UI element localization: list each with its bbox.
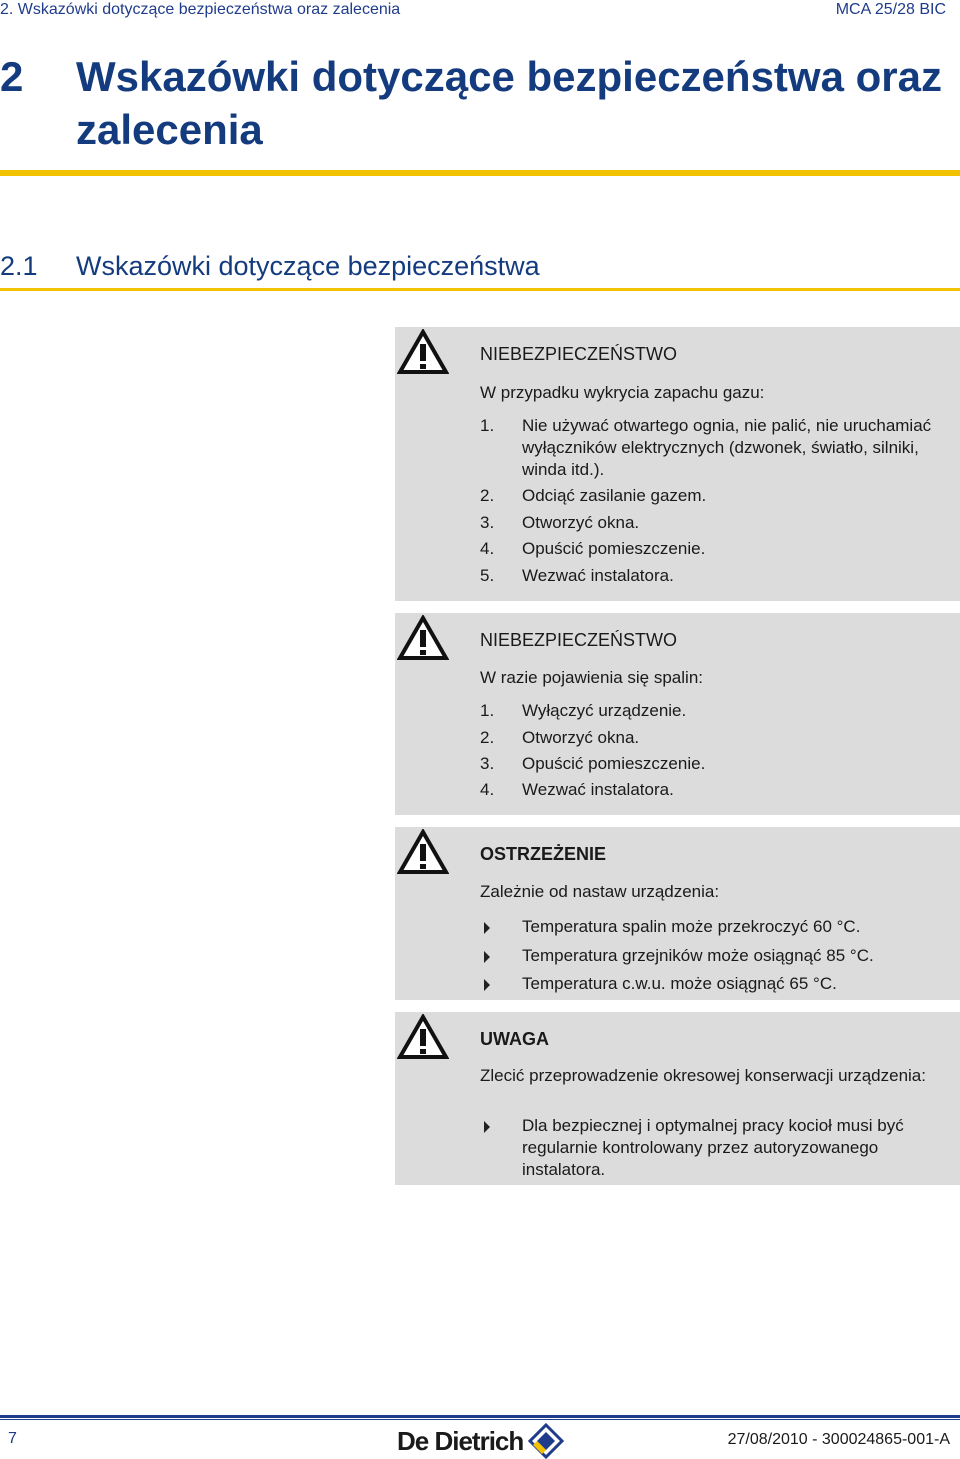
warning-box-temperature — [395, 827, 960, 1000]
item-number: 3. — [480, 754, 495, 773]
document-reference: 27/08/2010 - 300024865-001-A — [727, 1431, 950, 1448]
item-number: 2. — [480, 486, 495, 505]
item-text: Wezwać instalatora. — [522, 566, 674, 585]
caution-box-maintenance — [395, 1012, 960, 1185]
box-title: UWAGA — [480, 1029, 549, 1049]
box-title: OSTRZEŻENIE — [480, 844, 607, 864]
item-number: 4. — [480, 539, 495, 558]
chapter-title: Wskazówki dotyczące bezpieczeństwa oraz zalecenia — [76, 53, 942, 153]
item-text: Temperatura spalin może przekroczyć 60 °C. — [522, 917, 861, 936]
item-text: Opuścić pomieszczenie. — [522, 754, 706, 773]
bullet-arrow-icon — [484, 979, 490, 991]
box-intro: Zlecić przeprowadzenie okresowej konserwacji urządzenia: — [480, 1066, 926, 1085]
bullet-arrow-icon — [484, 1121, 490, 1133]
page-number: 7 — [8, 1430, 17, 1447]
item-number: 2. — [480, 728, 495, 747]
section-number: 2.1 — [0, 251, 38, 281]
running-header-left: 2. Wskazówki dotyczące bezpieczeństwa oraz zalecenia — [0, 1, 401, 18]
item-text: Opuścić pomieszczenie. — [522, 539, 706, 558]
item-number: 3. — [480, 513, 495, 532]
bullet-arrow-icon — [484, 951, 490, 963]
bullet-arrow-icon — [484, 922, 490, 934]
item-text: Otworzyć okna. — [522, 728, 640, 747]
item-text: Nie używać otwartego ognia, nie palić, nie uruchamiać wyłączników elektrycznych (dzwonek, światło, silniki, winda itd.). — [522, 416, 932, 479]
footer-rule — [0, 1415, 960, 1418]
item-text: Otworzyć okna. — [522, 513, 640, 532]
warning-triangle-icon — [397, 829, 449, 875]
item-text: Wyłączyć urządzenie. — [522, 701, 687, 720]
warning-triangle-icon — [397, 329, 449, 375]
item-text: Temperatura c.w.u. może osiągnąć 65 °C. — [522, 974, 837, 993]
section-rule — [0, 288, 960, 291]
warning-triangle-icon — [397, 615, 449, 661]
item-text: Dla bezpiecznej i optymalnej pracy kocioł musi być regularnie kontrolowany przez autoryzowanego instalatora. — [522, 1116, 904, 1179]
item-number: 4. — [480, 780, 495, 799]
footer-rule-thin — [0, 1419, 960, 1420]
chapter-number: 2 — [0, 53, 24, 100]
item-text: Temperatura grzejników może osiągnąć 85 °C. — [522, 946, 874, 965]
danger-box-flue — [395, 613, 960, 815]
box-intro: Zależnie od nastaw urządzenia: — [480, 882, 720, 901]
brand-diamond-icon — [528, 1423, 564, 1459]
box-intro: W razie pojawienia się spalin: — [480, 668, 703, 687]
item-text: Wezwać instalatora. — [522, 780, 674, 799]
running-header-right: MCA 25/28 BIC — [835, 1, 946, 18]
item-number: 1. — [480, 701, 495, 720]
danger-box-gas — [395, 327, 960, 601]
box-intro: W przypadku wykrycia zapachu gazu: — [480, 383, 765, 402]
chapter-rule — [0, 170, 960, 176]
box-title: NIEBEZPIECZEŃSTWO — [480, 630, 678, 650]
brand-logo-text: De Dietrich — [397, 1426, 524, 1456]
item-text: Odciąć zasilanie gazem. — [522, 486, 707, 505]
item-number: 5. — [480, 566, 495, 585]
section-title: Wskazówki dotyczące bezpieczeństwa — [76, 251, 540, 281]
box-title: NIEBEZPIECZEŃSTWO — [480, 344, 678, 364]
item-number: 1. — [480, 416, 495, 435]
warning-triangle-icon — [397, 1014, 449, 1060]
